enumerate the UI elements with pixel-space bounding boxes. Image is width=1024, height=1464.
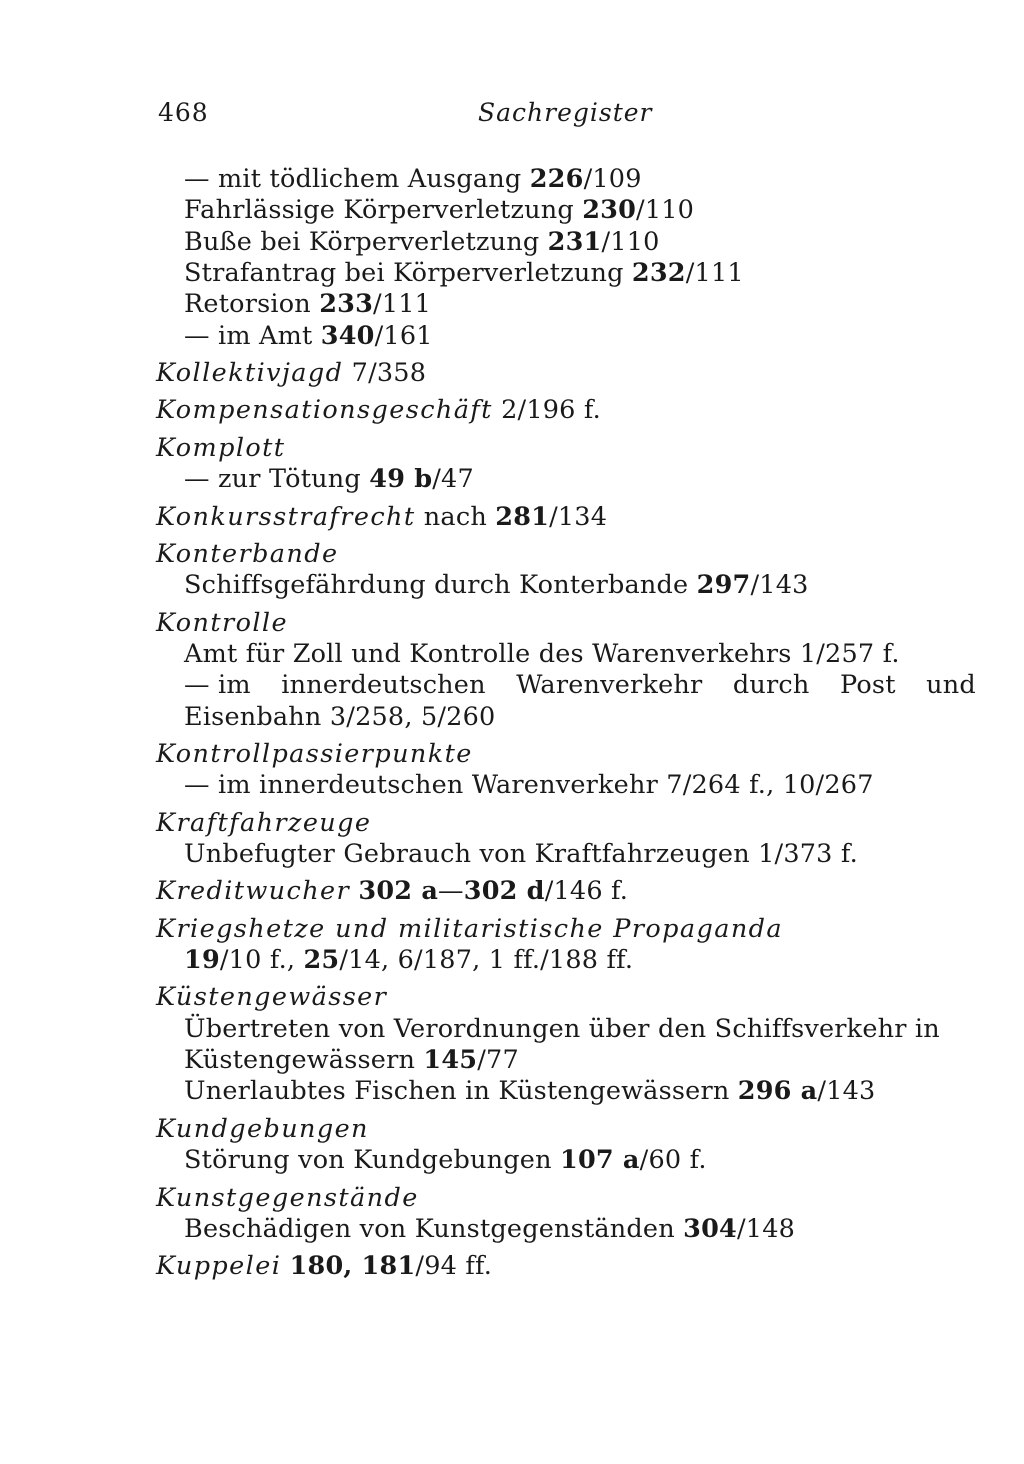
index-text: /109: [583, 164, 642, 194]
index-term: Kollektivjagd: [156, 358, 344, 389]
index-term: Kontrollpassierpunkte: [156, 738, 473, 769]
index-subentry: [184, 194, 694, 226]
section-reference: 107 a: [560, 1145, 640, 1176]
index-subentry: [184, 701, 495, 733]
index-entry-heading: [156, 357, 426, 389]
index-text: /143: [817, 1076, 876, 1107]
index-subentry: [184, 838, 858, 870]
index-text: Unerlaubtes Fischen in Küstengewässern: [184, 1076, 738, 1107]
index-term: Kreditwucher: [156, 876, 351, 907]
index-text: — mit tödlichem Ausgang: [184, 164, 530, 194]
index-entry-heading: [156, 432, 285, 464]
index-subentry: [184, 669, 976, 701]
page-number: 468: [158, 98, 209, 127]
index-entry-heading: [156, 875, 628, 907]
index-term: Konkursstrafrecht: [156, 501, 416, 532]
running-title: Sachregister: [478, 98, 653, 127]
index-subentry: [184, 163, 642, 195]
section-reference: 233: [319, 289, 374, 320]
index-text: /143: [750, 570, 809, 601]
index-subentry: [184, 257, 744, 289]
index-entry-heading: [156, 1182, 419, 1214]
index-entry-heading: [156, 913, 783, 945]
index-subentry: [184, 463, 474, 495]
index-subentry: [184, 638, 900, 670]
index-entry-heading: [156, 738, 473, 770]
index-subentry: [184, 320, 433, 352]
index-subentry: [184, 1075, 875, 1107]
index-text: Strafantrag bei Körperverletzung: [184, 258, 632, 289]
index-entry-heading: [156, 807, 371, 839]
index-text: /148: [737, 1213, 796, 1244]
section-reference: 49 b: [369, 464, 433, 495]
index-text: Retorsion: [184, 289, 320, 320]
index-text: Übertreten von Verordnungen über den Schiffsverkehr in: [184, 1013, 940, 1044]
index-word: innerdeutschen: [281, 670, 486, 701]
index-term: Konterbande: [156, 538, 339, 569]
index-text: Fahrlässige Körperverletzung: [184, 195, 583, 226]
section-reference: 226: [529, 164, 584, 194]
index-term: Komplott: [156, 432, 286, 463]
index-text: /10 f.,: [219, 945, 304, 976]
index-term: Kuppelei: [156, 1251, 282, 1282]
index-text: /146 f.: [544, 876, 629, 907]
index-word: Warenverkehr: [516, 670, 703, 701]
index-text: —: [438, 876, 464, 907]
section-reference: 297: [696, 570, 751, 601]
index-term: Kriegshetze und militaristische Propaganda: [156, 913, 783, 944]
index-entry-heading: [156, 607, 288, 639]
index-text: /110: [601, 226, 660, 257]
index-text: Buße bei Körperverletzung: [184, 226, 548, 257]
index-subentry: [184, 1044, 519, 1076]
index-text: [281, 1251, 289, 1281]
index-text: /60 f.: [639, 1145, 707, 1176]
index-text: /94 ff.: [415, 1251, 493, 1282]
index-text: 2/196 f.: [492, 395, 601, 426]
index-text: — im Amt: [184, 320, 321, 351]
section-reference: 304: [683, 1213, 738, 1244]
index-text: /161: [374, 320, 433, 351]
index-subentry: [184, 226, 660, 258]
index-text: Eisenbahn 3/258, 5/260: [184, 701, 496, 732]
page-header: [158, 98, 658, 138]
section-reference: 232: [631, 258, 686, 289]
index-text: nach: [415, 501, 496, 532]
index-text: /47: [432, 464, 474, 495]
index-text: Beschädigen von Kunstgegenständen: [184, 1213, 684, 1244]
section-reference: 145: [423, 1045, 478, 1076]
index-text: — im innerdeutschen Warenverkehr 7/264 f., 10/267: [184, 770, 874, 801]
index-text: Störung von Kundgebungen: [184, 1145, 561, 1176]
index-subentry: [184, 769, 874, 801]
index-text: /134: [549, 501, 608, 532]
section-reference: 25: [303, 945, 340, 976]
index-word: — im: [184, 670, 251, 701]
index-text: /14, 6/187, 1 ff./188 ff.: [339, 945, 634, 976]
index-text: Küstengewässern: [184, 1045, 424, 1076]
index-word: durch: [732, 670, 810, 701]
index-entry-heading: [156, 1250, 492, 1282]
index-word: und: [926, 670, 976, 701]
index-text: /110: [636, 195, 695, 226]
section-reference: 296 a: [737, 1076, 818, 1107]
index-entry-heading: [156, 538, 338, 570]
section-reference: 19: [184, 945, 220, 976]
index-text: /111: [373, 289, 432, 320]
section-reference: 340: [320, 320, 375, 351]
index-term: Kompensationsgeschäft: [156, 395, 493, 426]
section-reference: 231: [547, 226, 602, 257]
index-text: Amt für Zoll und Kontrolle des Warenverkehrs 1/257 f.: [184, 638, 900, 669]
index-term: Kundgebungen: [156, 1113, 369, 1144]
index-entry-heading: [156, 501, 607, 533]
section-reference: 281: [495, 501, 550, 532]
index-text: /111: [685, 258, 744, 289]
index-entry-heading: [156, 394, 601, 426]
index-text: 7/358: [343, 358, 427, 389]
index-text: Schiffsgefährdung durch Konterbande: [184, 570, 697, 601]
index-entry-heading: [156, 981, 387, 1013]
index-term: Kraftfahrzeuge: [156, 807, 372, 838]
section-reference: 230: [582, 195, 637, 226]
index-term: Kunstgegenstände: [156, 1182, 419, 1213]
index-term: Küstengewässer: [156, 982, 388, 1013]
index-term: Kontrolle: [156, 607, 288, 638]
index-subentry: [184, 944, 633, 976]
index-subentry: [184, 1013, 940, 1045]
index-text: — zur Tötung: [184, 464, 370, 495]
index-text: Unbefugter Gebrauch von Kraftfahrzeugen 1/373 f.: [184, 839, 858, 869]
section-reference: 302 a: [358, 876, 439, 907]
section-reference: 302 d: [463, 876, 545, 907]
index-subentry: [184, 1213, 795, 1245]
index-subentry: [184, 288, 431, 320]
index-entry-heading: [156, 1113, 369, 1145]
index-text: /77: [477, 1045, 519, 1076]
section-reference: 180, 181: [289, 1251, 416, 1282]
index-word: Post: [840, 670, 896, 701]
index-subentry: [184, 1144, 707, 1176]
index-subentry: [184, 569, 809, 601]
